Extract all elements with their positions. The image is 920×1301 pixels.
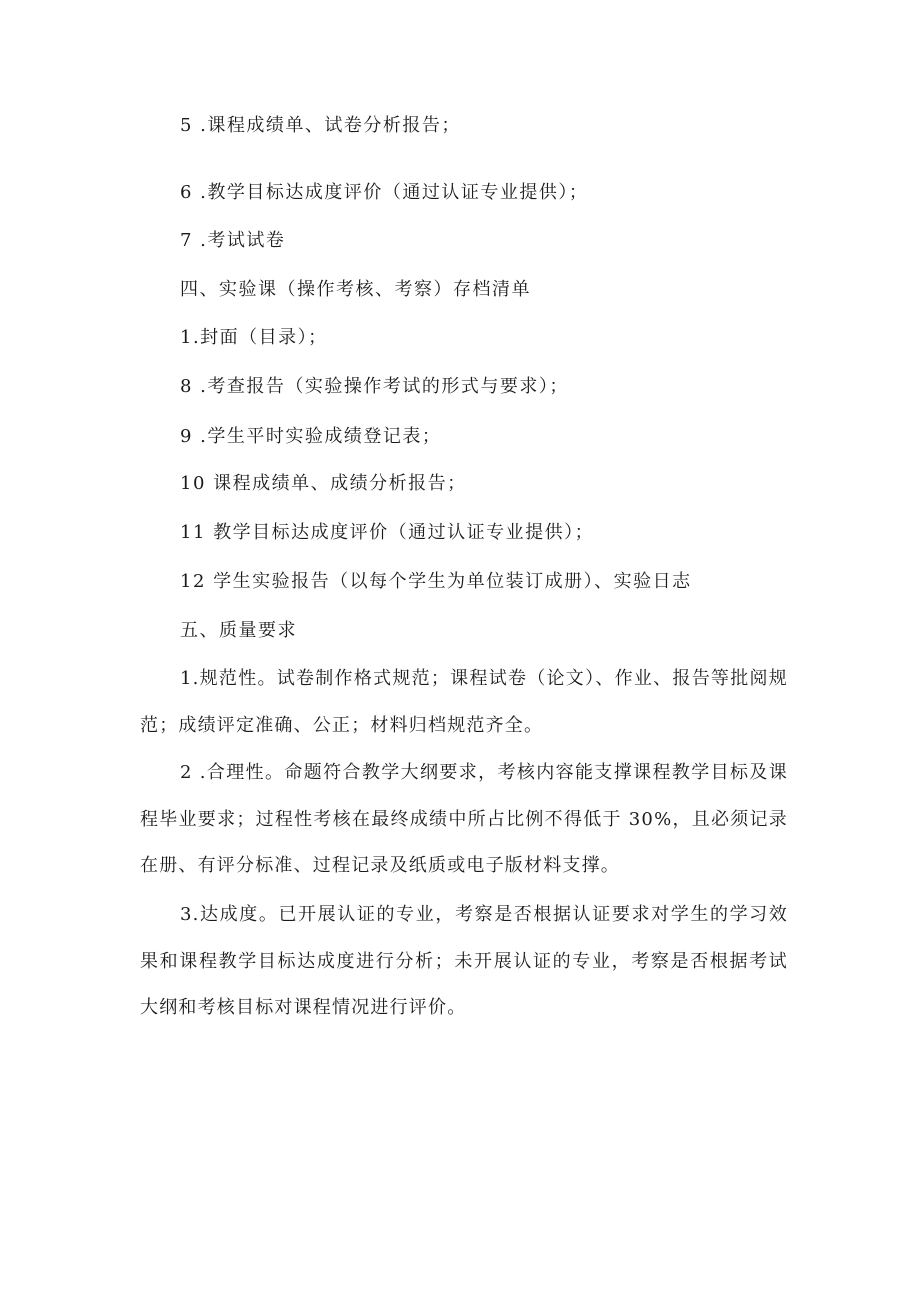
list-item: 7 .考试试卷	[180, 230, 286, 251]
list-item: 12 学生实验报告（以每个学生为单位装订成册）、实验日志	[180, 571, 692, 592]
list-item: 9 .学生平时实验成绩登记表；	[180, 426, 442, 447]
list-item: 5 .课程成绩单、试卷分析报告；	[180, 115, 461, 136]
section-heading: 五、质量要求	[180, 620, 297, 641]
list-item: 6 .教学目标达成度评价（通过认证专业提供）；	[180, 182, 589, 203]
paragraph: 2 .合理性。命题符合教学大纲要求，考核内容能支撑课程教学目标及课程毕业要求；过程性考核在最终成绩中所占比例不得低于 30%，且必须记录在册、有评分标准、过程记录及纸质或电子版材料支撑。	[140, 762, 788, 876]
list-item: 10 课程成绩单、成绩分析报告；	[180, 473, 467, 494]
list-item: 11 教学目标达成度评价（通过认证专业提供）；	[180, 522, 595, 543]
list-item: 1.封面（目录）；	[180, 327, 328, 348]
paragraph: 3.达成度。已开展认证的专业，考察是否根据认证要求对学生的学习效果和课程教学目标达成度进行分析；未开展认证的专业，考察是否根据考试大纲和考核目标对课程情况进行评价。	[140, 904, 788, 1018]
section-heading: 四、实验课（操作考核、考察）存档清单	[180, 279, 531, 300]
paragraph: 1.规范性。试卷制作格式规范；课程试卷（论文）、作业、报告等批阅规范；成绩评定准确、公正；材料归档规范齐全。	[140, 668, 788, 736]
list-item: 8 .考查报告（实验操作考试的形式与要求）；	[180, 376, 569, 397]
